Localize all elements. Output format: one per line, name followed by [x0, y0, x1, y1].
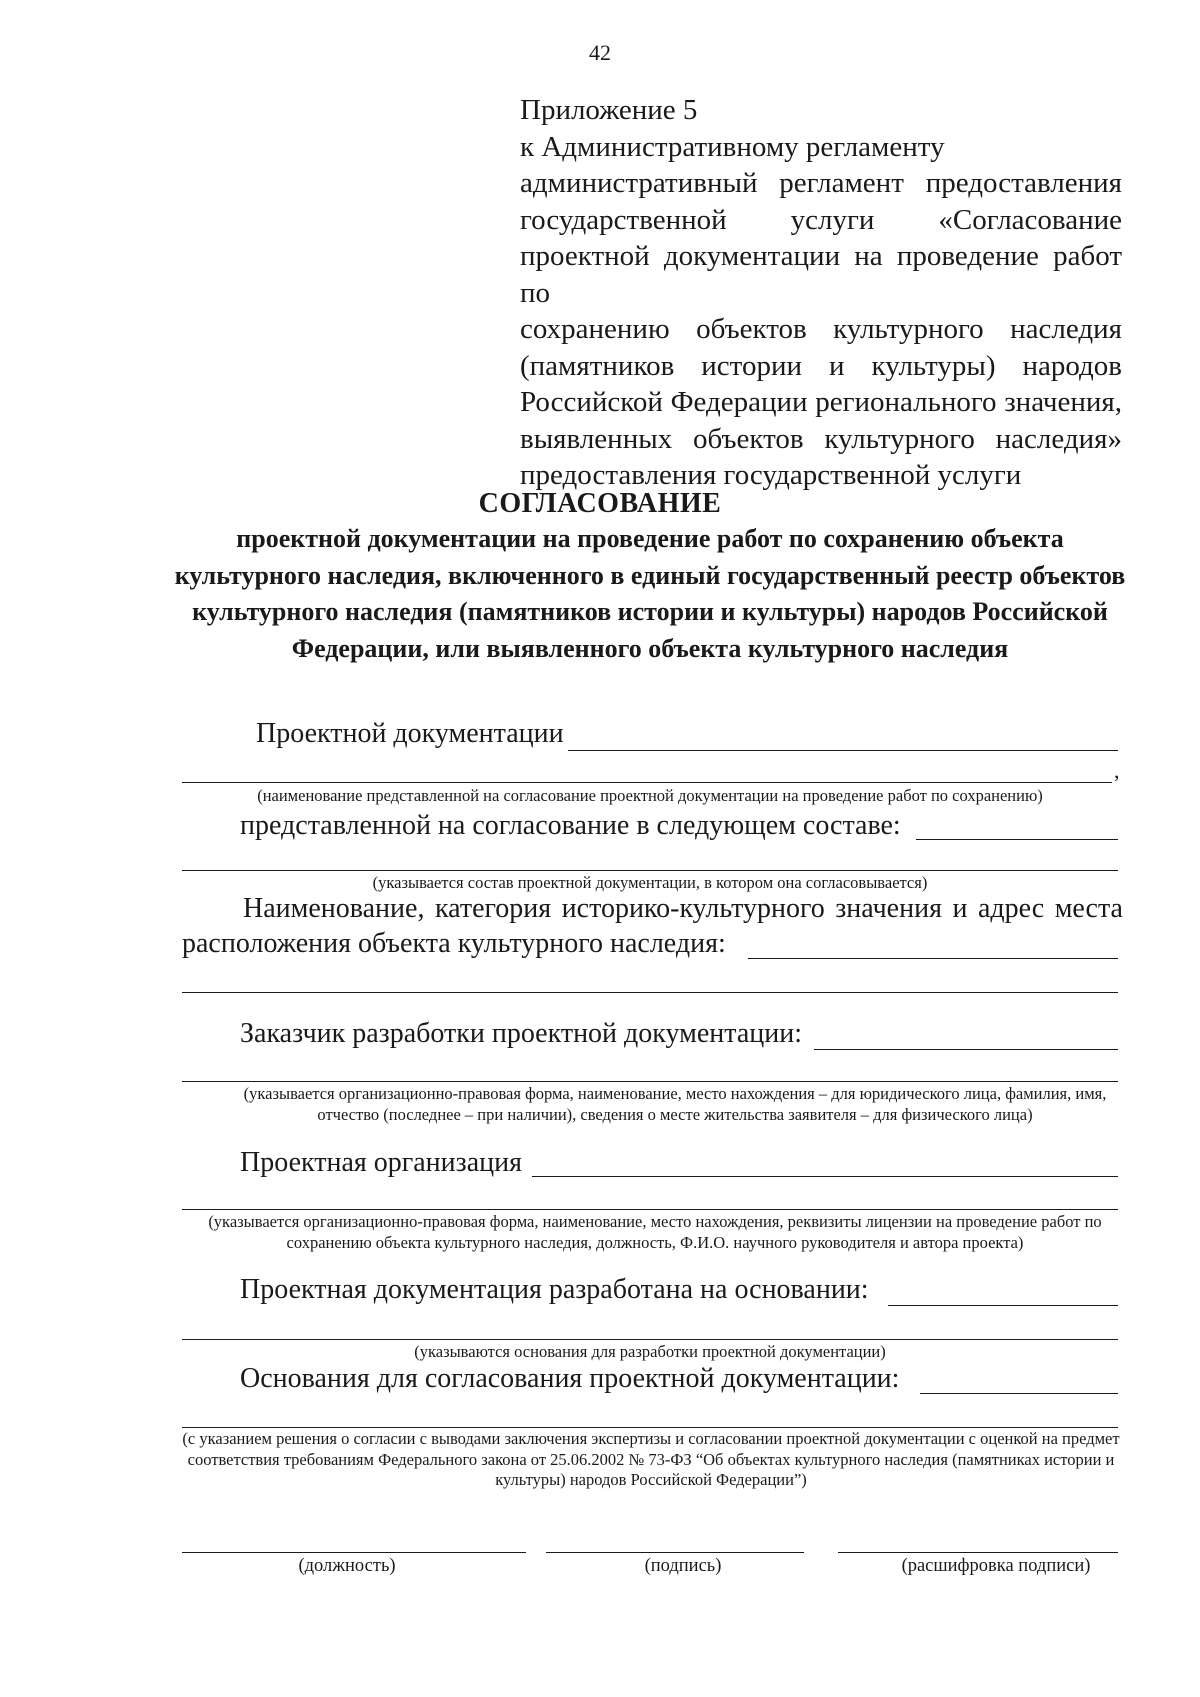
- appendix-line: Приложение 5: [520, 94, 698, 126]
- appendix-line: предоставления государственной услуги: [520, 459, 1022, 491]
- appendix-line: административный регламент предоставления: [520, 167, 1122, 199]
- customer-label: Заказчик разработки проектной документации:: [240, 1018, 802, 1049]
- customer-field[interactable]: [814, 1049, 1118, 1050]
- composition-field[interactable]: [916, 839, 1118, 840]
- composition-caption: (указывается состав проектной документации, в котором она согласовывается): [372, 873, 928, 892]
- project-docs-caption: (наименование представленной на согласование проектной документации на проведение работ по сохранению): [257, 786, 1043, 805]
- customer-field-line2[interactable]: [182, 1081, 1118, 1082]
- appendix-header: [520, 92, 1122, 494]
- comma: ,: [1114, 758, 1120, 783]
- project-docs-field-line2[interactable]: [182, 782, 1112, 783]
- document-subtitle: проектной документации на проведение работ по сохранению объекта культурного наследия, включенного в единый государственный реестр объектов культурного наследия (памятников истории и культуры) народов Российской Федерации, или выявленного объекта культурного наследия: [174, 524, 1126, 663]
- appendix-line: государственной услуги «Согласование: [520, 203, 1122, 236]
- transcript-field[interactable]: [838, 1552, 1118, 1553]
- composition-label: представленной на согласование в следующем составе:: [240, 810, 901, 841]
- basis-field[interactable]: [888, 1305, 1118, 1306]
- customer-caption: (указывается организационно-правовая форма, наименование, место нахождения – для юридического лица, фамилия, имя, отчество (последнее – при наличии), сведения о месте жительства заявителя – для физического лица): [243, 1084, 1107, 1124]
- signature-field[interactable]: [546, 1552, 804, 1553]
- approval-basis-field[interactable]: [920, 1393, 1118, 1394]
- appendix-line: проектной документации на проведение работ по: [520, 240, 1122, 309]
- document-title: СОГЛАСОВАНИЕ: [478, 488, 722, 519]
- appendix-line: к Административному регламенту: [520, 130, 945, 163]
- basis-field-line2[interactable]: [182, 1339, 1118, 1340]
- appendix-line: выявленных объектов культурного наследия»: [520, 422, 1122, 455]
- organization-field-line2[interactable]: [182, 1209, 1118, 1210]
- approval-basis-field-line2[interactable]: [182, 1427, 1118, 1428]
- approval-basis-label: Основания для согласования проектной документации:: [240, 1363, 900, 1394]
- signature-caption: (подпись): [644, 1556, 722, 1576]
- approval-basis-caption: (с указанием решения о согласии с выводами заключения экспертизы и согласовании проектной документации с оценкой на предмет соответствия требованиям Федерального закона от 25.06.2002 № 73-ФЗ “Об объектах культурного наследия (памятниках истории и культуры) народов Российской Федерации”): [182, 1429, 1120, 1489]
- project-docs-field[interactable]: [568, 750, 1118, 751]
- basis-label: Проектная документация разработана на основании:: [240, 1274, 869, 1305]
- composition-field-line2[interactable]: [182, 870, 1118, 871]
- position-field[interactable]: [182, 1552, 526, 1553]
- object-field-line2[interactable]: [182, 992, 1118, 993]
- object-field[interactable]: [748, 958, 1118, 959]
- appendix-line: сохранению объектов культурного наследия: [520, 313, 1122, 345]
- object-label-line2: расположения объекта культурного наследия:: [182, 928, 726, 959]
- project-docs-label: Проектной документации: [256, 718, 564, 749]
- organization-field[interactable]: [532, 1176, 1118, 1177]
- position-caption: (должность): [298, 1556, 396, 1576]
- object-label: Наименование, категория историко-культурного значения и адрес места: [243, 893, 1123, 924]
- organization-caption: (указывается организационно-правовая форма, наименование, место нахождения, реквизиты лицензии на проведение работ по сохранению объекта культурного наследия, должность, Ф.И.О. научного руководителя и автора проекта): [208, 1212, 1102, 1252]
- appendix-line: Российской Федерации регионального значения,: [520, 386, 1122, 418]
- page-number: 42: [589, 40, 611, 65]
- basis-caption: (указываются основания для разработки проектной документации): [414, 1342, 886, 1361]
- appendix-line: (памятников истории и культуры) народов: [520, 349, 1122, 382]
- organization-label: Проектная организация: [240, 1147, 522, 1178]
- transcript-caption: (расшифровка подписи): [901, 1556, 1091, 1576]
